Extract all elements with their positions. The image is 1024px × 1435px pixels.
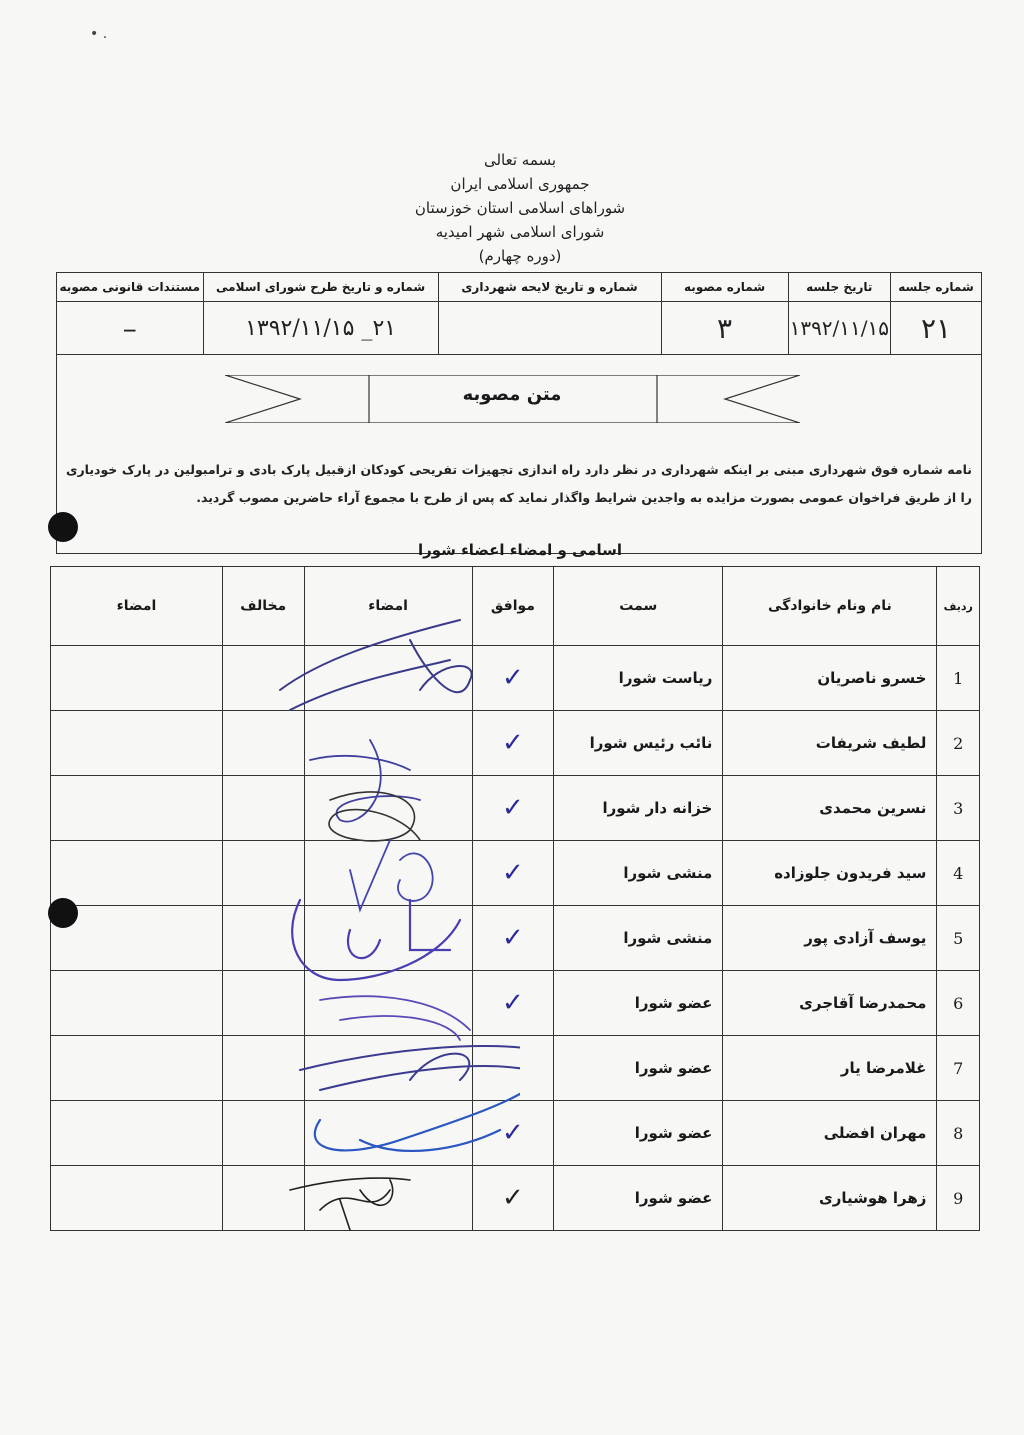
row-number: 7 <box>937 1036 980 1101</box>
table-row <box>51 841 980 906</box>
members-title: اسامی و امضاء اعضاء شورا <box>417 541 623 559</box>
signature2-cell <box>51 1036 223 1101</box>
signature2-cell <box>51 711 223 776</box>
signature-column-header: امضاء <box>304 567 472 646</box>
member-name: خسرو ناصریان <box>723 646 937 711</box>
punch-hole-top <box>48 512 78 542</box>
plan-number-header: شماره و تاریخ طرح شورای اسلامی <box>203 273 438 302</box>
session-number-value: ۲۱ <box>891 302 982 355</box>
member-role: نائب رئیس شورا <box>554 711 723 776</box>
row-number: 2 <box>937 711 980 776</box>
member-role: خزانه دار شورا <box>554 776 723 841</box>
member-name: زهرا هوشیاری <box>723 1166 937 1231</box>
table-row <box>51 906 980 971</box>
role-column-header: سمت <box>554 567 723 646</box>
table-row <box>51 646 980 711</box>
agree-checkmark: ✓ <box>472 1166 554 1231</box>
row-number: 8 <box>937 1101 980 1166</box>
member-name: یوسف آزادی پور <box>723 906 937 971</box>
oppose-column-header: مخالف <box>222 567 304 646</box>
document-header <box>0 148 1024 268</box>
plan-number-value: ۲۱_ ۱۳۹۲/۱۱/۱۵ <box>203 302 438 355</box>
name-column-header: نام ونام خانوادگی <box>723 567 937 646</box>
table-row <box>51 711 980 776</box>
signature-cell <box>304 1166 472 1231</box>
signature-cell <box>304 711 472 776</box>
session-number-header: شماره جلسه <box>891 273 982 302</box>
oppose-cell <box>222 646 304 711</box>
member-name: سید فریدون جلوزاده <box>723 841 937 906</box>
row-number: 4 <box>937 841 980 906</box>
signature2-cell <box>51 841 223 906</box>
agree-checkmark: ✓ <box>472 646 554 711</box>
row-number: 6 <box>937 971 980 1036</box>
header-line-5: (دوره چهارم) <box>478 247 562 265</box>
bill-number-header: شماره و تاریخ لایحه شهرداری <box>438 273 661 302</box>
signature-cell <box>304 971 472 1036</box>
resolution-title: متن مصوبه <box>462 384 562 405</box>
agree-checkmark: ✓ <box>472 906 554 971</box>
agree-checkmark <box>472 1036 554 1101</box>
session-date-value: ۱۳۹۲/۱۱/۱۵ <box>788 302 890 355</box>
signature-cell <box>304 1101 472 1166</box>
members-table <box>50 566 980 1231</box>
member-name: مهران افضلی <box>723 1101 937 1166</box>
signature-cell <box>304 906 472 971</box>
table-row <box>51 776 980 841</box>
oppose-cell <box>222 1166 304 1231</box>
signature2-cell <box>51 646 223 711</box>
signature2-column-header: امضاء <box>51 567 223 646</box>
oppose-cell <box>222 1101 304 1166</box>
member-name: محمدرضا آقاجری <box>723 971 937 1036</box>
member-name: لطیف شریفات <box>723 711 937 776</box>
row-number: 1 <box>937 646 980 711</box>
oppose-cell <box>222 906 304 971</box>
bill-number-value <box>438 302 661 355</box>
member-role: ریاست شورا <box>554 646 723 711</box>
row-number: 5 <box>937 906 980 971</box>
header-line-4: شورای اسلامی شهر امیدیه <box>435 223 605 241</box>
oppose-cell <box>222 841 304 906</box>
legal-docs-header: مستندات قانونی مصوبه <box>57 273 204 302</box>
signature2-cell <box>51 1166 223 1231</box>
agree-checkmark: ✓ <box>472 1101 554 1166</box>
member-name: غلامرضا یار <box>723 1036 937 1101</box>
member-role: منشی شورا <box>554 841 723 906</box>
table-row <box>51 1101 980 1166</box>
row-number: 9 <box>937 1166 980 1231</box>
agree-column-header: موافق <box>472 567 554 646</box>
oppose-cell <box>222 971 304 1036</box>
punch-hole-bottom <box>48 898 78 928</box>
signature2-cell <box>51 971 223 1036</box>
table-row <box>51 1036 980 1101</box>
member-role: عضو شورا <box>554 1166 723 1231</box>
agree-checkmark: ✓ <box>472 711 554 776</box>
agree-checkmark: ✓ <box>472 776 554 841</box>
header-line-1: بسمه تعالی <box>483 151 557 169</box>
oppose-cell <box>222 1036 304 1101</box>
table-row <box>51 1166 980 1231</box>
scan-specks: • . <box>90 26 108 42</box>
agree-checkmark: ✓ <box>472 971 554 1036</box>
row-number: 3 <box>937 776 980 841</box>
member-role: عضو شورا <box>554 971 723 1036</box>
signature-cell <box>304 841 472 906</box>
signature-cell <box>304 646 472 711</box>
member-role: عضو شورا <box>554 1101 723 1166</box>
table-row <box>51 971 980 1036</box>
signature-cell <box>304 1036 472 1101</box>
member-role: منشی شورا <box>554 906 723 971</box>
member-name: نسرین محمدی <box>723 776 937 841</box>
header-line-3: شوراهای اسلامی استان خوزستان <box>414 199 626 217</box>
agree-checkmark: ✓ <box>472 841 554 906</box>
resolution-text: نامه شماره فوق شهرداری مبنی بر اینکه شهرداری در نظر دارد راه اندازی تجهیزات تفریحی کودکان ازقبیل پارک بادی و ترامبولین در پارک خودیاری را از طریق فراخوان عمومی بصورت مزایده به واجدین شرایط واگذار نماید که پس از طرح با مجموع آراء حاضرین مصوب گردید. <box>66 462 972 505</box>
signature-cell <box>304 776 472 841</box>
header-line-2: جمهوری اسلامی ایران <box>450 175 590 193</box>
oppose-cell <box>222 711 304 776</box>
oppose-cell <box>222 776 304 841</box>
row-column-header: ردیف <box>937 567 980 646</box>
member-role: عضو شورا <box>554 1036 723 1101</box>
resolution-number-header: شماره مصوبه <box>661 273 788 302</box>
session-date-header: تاریخ جلسه <box>788 273 890 302</box>
resolution-number-value: ۳ <box>661 302 788 355</box>
legal-docs-value: – <box>57 302 204 355</box>
signature2-cell <box>51 1101 223 1166</box>
signature2-cell <box>51 776 223 841</box>
